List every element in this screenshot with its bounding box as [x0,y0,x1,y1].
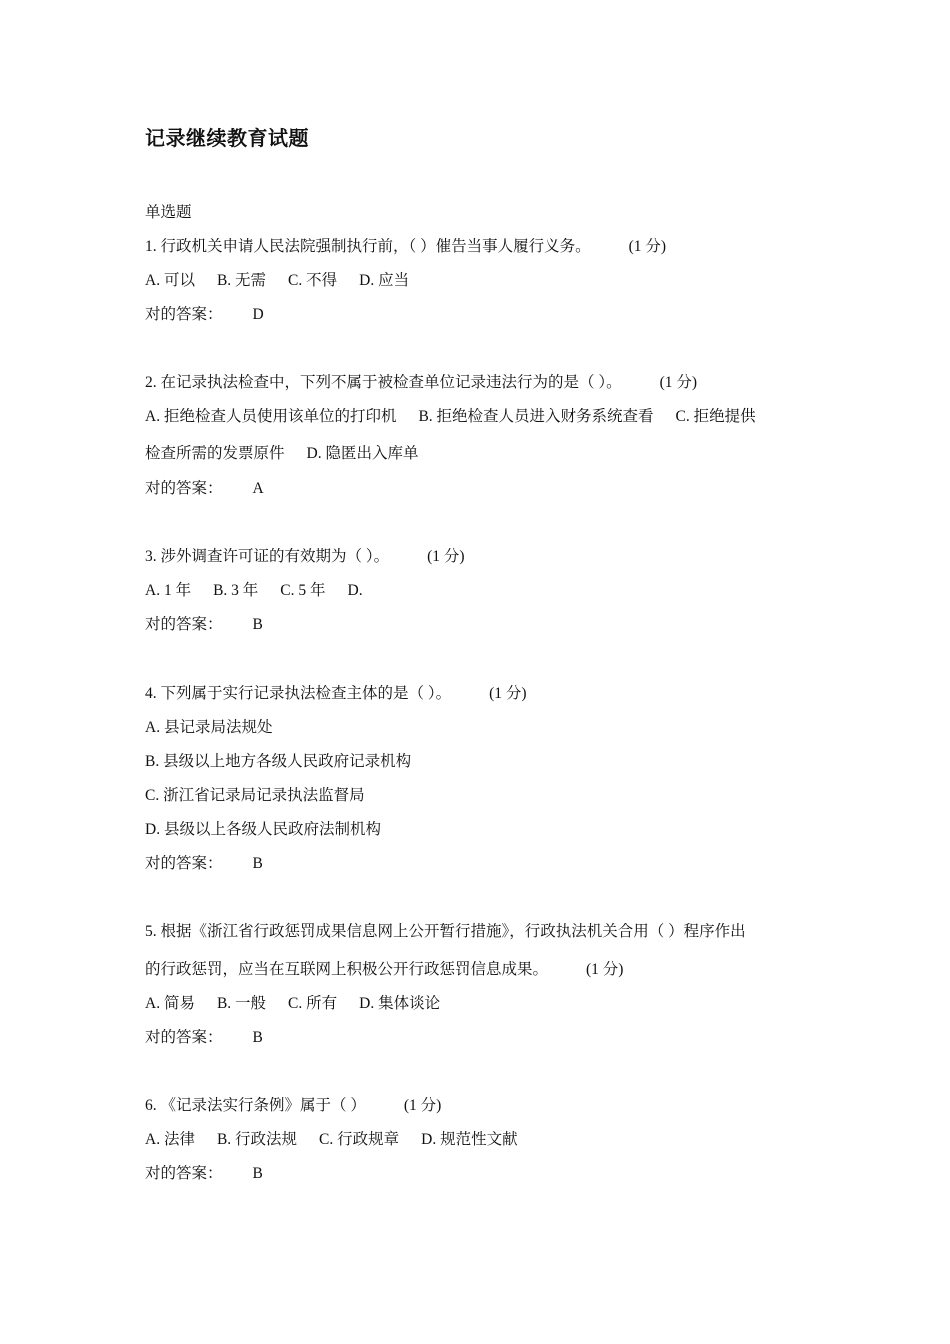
answer-value: B [252,855,263,872]
option-b: B. 3 年 [213,582,259,599]
question-stem: 3. 涉外调查许可证的有效期为（ ）。 [145,548,390,565]
question-stem: 2. 在记录执法检查中，下列不属于被检查单位记录违法行为的是（ ）。 [145,374,622,391]
option-c: C. 所有 [288,995,338,1012]
question-1-answer [145,302,264,324]
answer-label: 对的答案： [145,306,223,323]
section-heading: 单选题 [145,204,192,221]
answer-value: A [252,480,264,497]
question-4-stem [145,681,527,703]
option-d: D. 集体谈论 [359,995,441,1012]
option-b: B. 一般 [216,995,267,1012]
answer-label: 对的答案： [145,480,223,497]
answer-label: 对的答案： [145,1029,223,1046]
question-5-answer [145,1025,263,1047]
option-a: A. 简易 [145,995,195,1012]
question-6-stem [145,1093,441,1115]
option-c: C. 不得 [288,272,338,289]
option-d: D. 应当 [359,272,410,289]
option-c: C. 浙江省记录局记录执法监督局 [145,787,365,804]
option-d: D. 县级以上各级人民政府法制机构 [145,821,381,838]
answer-label: 对的答案： [145,855,223,872]
question-stem-cont: 的行政惩罚，应当在互联网上积极公开行政惩罚信息成果。 [145,961,549,978]
question-score: (1 分) [489,685,527,702]
question-stem: 6. 《记录法实行条例》属于（ ） [145,1097,366,1114]
question-1-options [145,268,409,290]
answer-label: 对的答案： [145,616,223,633]
question-5-options [145,991,440,1013]
question-6-options [145,1127,518,1149]
question-stem: 4. 下列属于实行记录执法检查主体的是（ ）。 [145,685,452,702]
option-a: A. 1 年 [145,582,192,599]
answer-label: 对的答案： [145,1165,223,1182]
option-d: D. [347,582,363,599]
question-1-stem [145,234,666,256]
answer-value: D [252,306,264,323]
answer-value: B [252,1165,263,1182]
question-3-answer [145,612,263,634]
option-d: D. 规范性文献 [421,1131,518,1148]
option-c: C. 5 年 [280,582,326,599]
question-5-stem-cont [145,957,623,979]
option-a: A. 拒绝检查人员使用该单位的打印机 [145,408,397,425]
question-5-stem: 5. 根据《浙江省行政惩罚成果信息网上公开暂行措施》，行政执法机关合用（ ）程序作出 [145,923,746,940]
option-d: D. 隐匿出入库单 [306,445,419,462]
answer-value: B [252,1029,263,1046]
question-4-answer [145,851,263,873]
question-score: (1 分) [586,961,624,978]
option-b: B. 县级以上地方各级人民政府记录机构 [145,753,412,770]
option-b: B. 无需 [216,272,267,289]
question-2-options-cont [145,441,418,463]
option-c-cont: 检查所需的发票原件 [145,445,285,462]
option-a: A. 县记录局法规处 [145,719,273,736]
option-b: B. 行政法规 [216,1131,298,1148]
question-score: (1 分) [427,548,465,565]
question-score: (1 分) [628,238,667,255]
option-b: B. 拒绝检查人员进入财务系统查看 [418,408,654,425]
question-6-answer [145,1161,263,1183]
question-2-options [145,404,756,426]
option-a: A. 法律 [145,1131,195,1148]
question-stem: 1. 行政机关申请人民法院强制执行前，（ ）催告当事人履行义务。 [145,238,591,255]
question-score: (1 分) [403,1097,442,1114]
question-3-stem [145,544,465,566]
question-3-options [145,578,363,600]
question-2-answer [145,476,264,498]
option-c: C. 行政规章 [319,1131,400,1148]
answer-value: B [252,616,263,633]
question-score: (1 分) [659,374,698,391]
page-title: 记录继续教育试题 [145,126,309,150]
question-2-stem [145,370,697,392]
option-a: A. 可以 [145,272,195,289]
option-c: C. 拒绝提供 [675,408,756,425]
